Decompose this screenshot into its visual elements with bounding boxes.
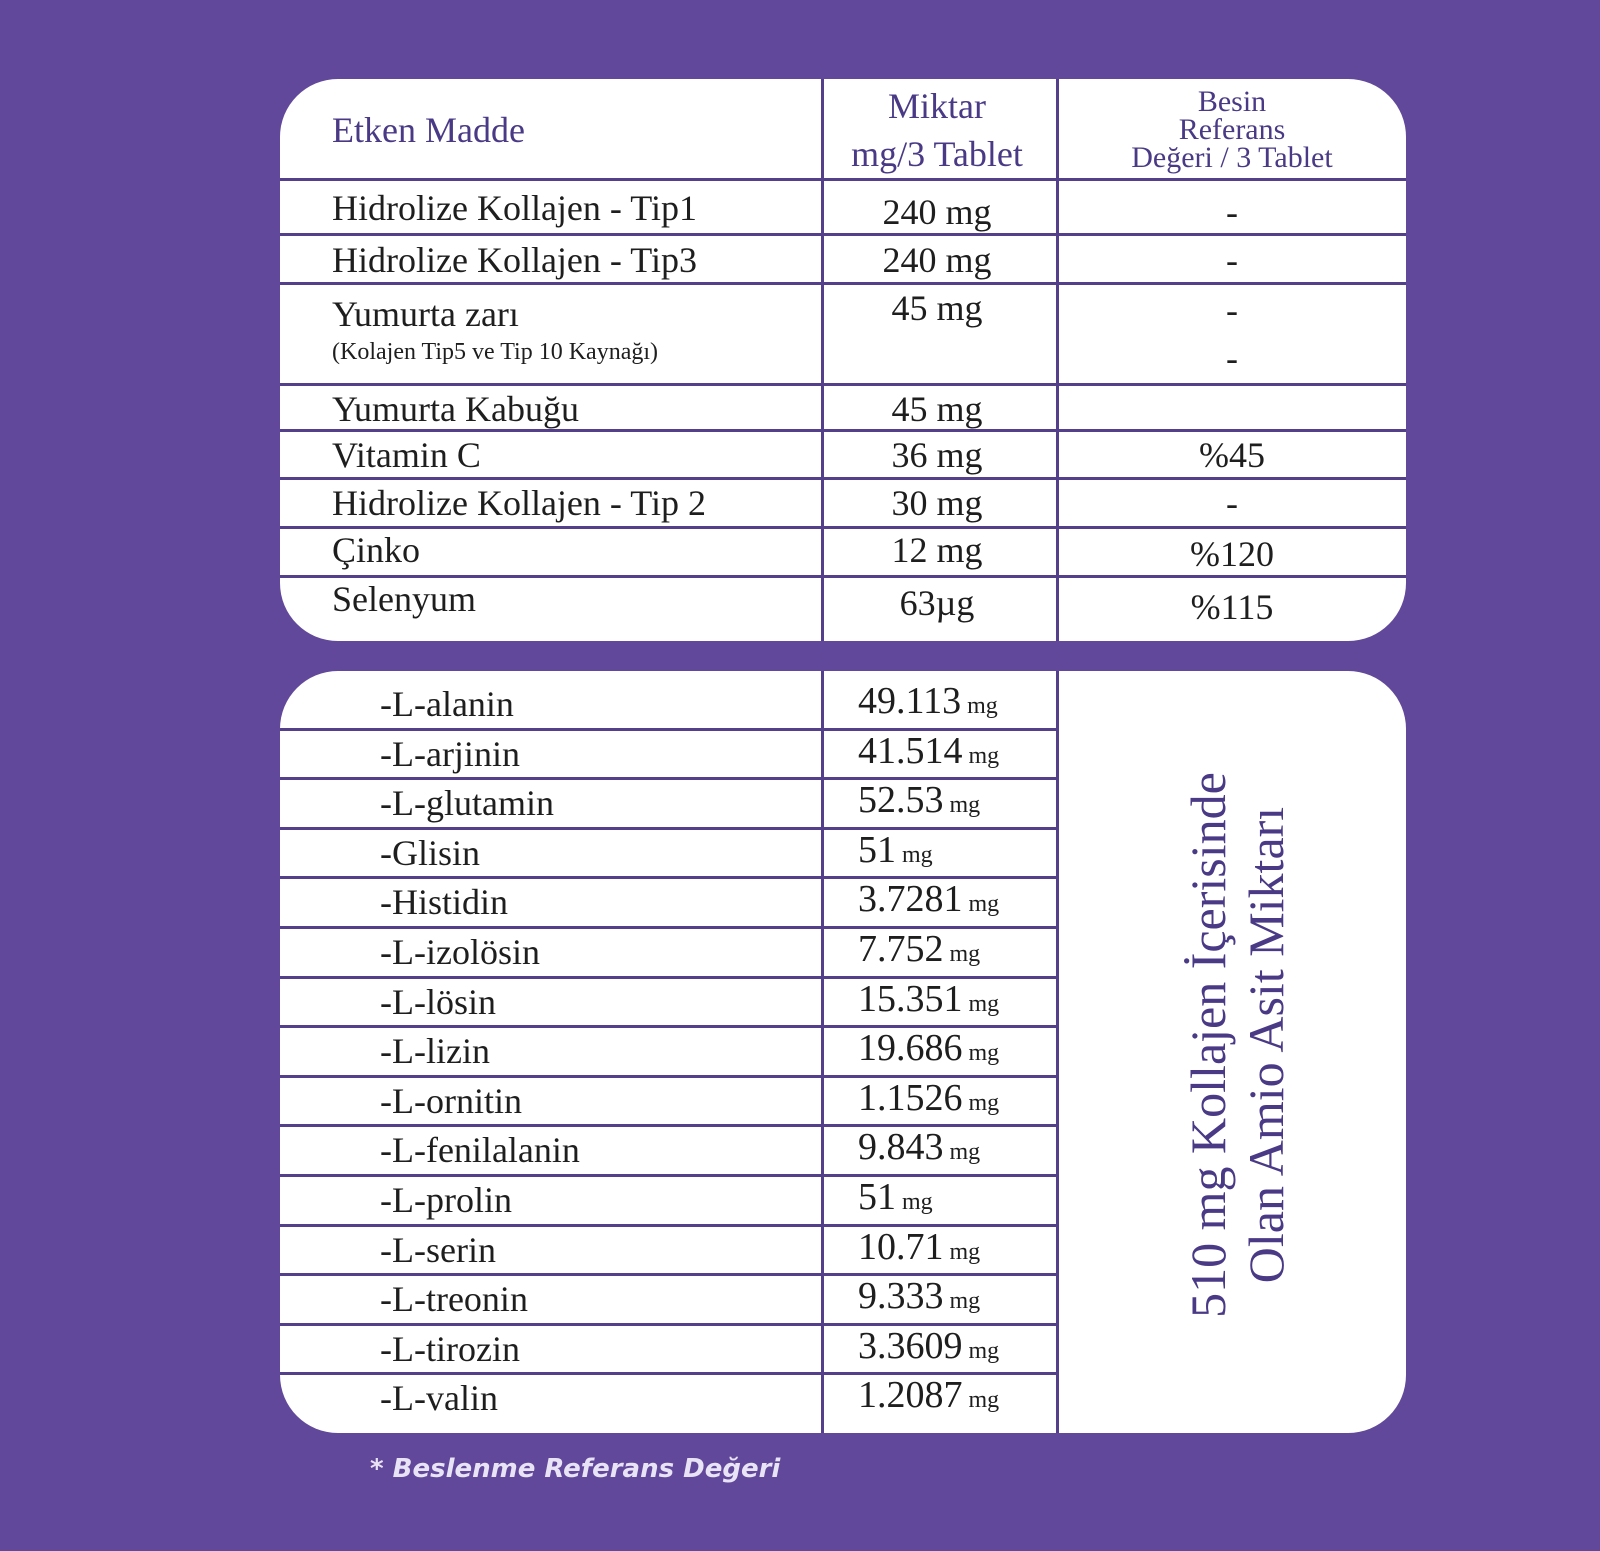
table-row — [280, 386, 1406, 430]
amino-unit: mg — [968, 891, 1000, 918]
amino-amount — [858, 729, 999, 773]
amino-amount — [858, 1274, 980, 1318]
header-ref-line1: Besin — [1197, 85, 1267, 118]
ingredient-name: Çinko — [332, 530, 421, 570]
amino-unit: mg — [949, 792, 981, 819]
amino-unit: mg — [968, 742, 1000, 769]
ingredient-name: Hidrolize Kollajen - Tip1 — [332, 188, 697, 228]
amino-amount — [858, 1076, 999, 1120]
amino-value: 19.686 — [858, 1027, 963, 1070]
amino-amount — [858, 1225, 980, 1269]
amino-name: -L-lizin — [380, 1031, 490, 1072]
amino-acid-side-label — [1137, 725, 1337, 1365]
ingredient-ref: - — [1226, 240, 1238, 280]
ingredient-name: Yumurta Kabuğu — [332, 389, 579, 429]
amino-value: 3.7281 — [858, 878, 963, 921]
ingredient-amount: 36 mg — [891, 435, 983, 475]
amino-name: -L-tirozin — [380, 1328, 520, 1369]
amino-unit: mg — [968, 1337, 1000, 1364]
ingredients-table — [280, 79, 1406, 641]
table-header — [280, 79, 1406, 179]
amino-amount — [858, 877, 999, 921]
amino-unit: mg — [949, 1139, 981, 1166]
amino-name: -L-glutamin — [380, 783, 554, 824]
header-amount: Miktar — [888, 86, 986, 126]
amino-value: 1.1526 — [858, 1076, 963, 1119]
amino-unit: mg — [949, 941, 981, 967]
amino-value: 41.514 — [858, 729, 963, 772]
amino-amount — [858, 977, 999, 1021]
amino-name: -L-valin — [380, 1378, 498, 1419]
amino-amount — [858, 679, 998, 723]
amino-name: -L-fenilalanin — [380, 1130, 580, 1171]
amino-unit: mg — [949, 1288, 981, 1315]
ingredient-ref: - — [1226, 483, 1238, 523]
header-amount-unit: mg/3 Tablet — [851, 134, 1023, 174]
table-row — [280, 578, 1406, 641]
amino-amount — [858, 1125, 980, 1169]
ingredient-amount: 12 mg — [891, 530, 983, 570]
ingredient-ref: %45 — [1199, 435, 1265, 475]
amino-name: -L-prolin — [380, 1180, 512, 1220]
ingredient-ref-2: - — [1226, 338, 1238, 378]
ingredient-ref: %115 — [1190, 587, 1274, 627]
ingredient-amount: 45 mg — [891, 288, 983, 328]
amino-value: 7.752 — [858, 928, 944, 970]
amino-amount — [858, 1373, 999, 1417]
table-row — [280, 285, 1406, 383]
amino-amount — [858, 1324, 999, 1368]
ingredient-ref: - — [1226, 290, 1238, 330]
amino-unit: mg — [967, 693, 998, 719]
amino-amount — [858, 927, 980, 971]
amino-amount — [858, 1026, 999, 1070]
ingredient-amount: 30 mg — [891, 483, 983, 523]
ingredient-name: Hidrolize Kollajen - Tip3 — [332, 240, 697, 280]
amino-name: -Glisin — [380, 832, 481, 873]
amino-name: -L-ornitin — [380, 1080, 522, 1121]
amino-name: -L-izolösin — [380, 932, 540, 972]
amino-name: -Histidin — [380, 882, 509, 923]
amino-value: 1.2087 — [858, 1374, 963, 1417]
ingredient-ref: - — [1226, 192, 1238, 232]
amino-value: 9.333 — [858, 1275, 944, 1318]
amino-value: 49.113 — [858, 680, 962, 722]
amino-value: 3.3609 — [858, 1324, 963, 1367]
amino-name: -L-arjinin — [380, 733, 520, 774]
table-row — [280, 432, 1406, 478]
amino-row — [280, 679, 1406, 729]
ingredient-name: Hidrolize Kollajen - Tip 2 — [332, 483, 706, 523]
side-label-line2: Olan Amio Asit Miktarı — [1238, 806, 1294, 1284]
amino-unit: mg — [968, 1089, 1000, 1116]
amino-row — [280, 1373, 1406, 1423]
amino-amount — [858, 828, 933, 872]
header-ref-line3: Değeri / 3 Tablet — [1131, 141, 1333, 174]
amino-value: 15.351 — [858, 977, 963, 1020]
amino-unit: mg — [902, 1189, 933, 1215]
ingredient-name: Yumurta zarı — [332, 294, 519, 334]
header-ingredient: Etken Madde — [332, 110, 525, 150]
ingredient-name: Vitamin C — [332, 435, 481, 475]
amino-unit: mg — [949, 1238, 981, 1265]
header-ref-line2: Referans — [1178, 113, 1286, 146]
amino-unit: mg — [968, 990, 1000, 1017]
amino-value: 52.53 — [858, 779, 944, 822]
amino-amount — [858, 778, 980, 822]
amino-unit: mg — [968, 1387, 1000, 1414]
ingredient-note: (Kolajen Tip5 ve Tip 10 Kaynağı) — [332, 339, 659, 365]
ingredient-amount: 240 mg — [882, 240, 992, 280]
amino-value: 10.71 — [858, 1225, 944, 1268]
table-row — [280, 181, 1406, 233]
ingredient-amount: 45 mg — [891, 389, 983, 429]
ingredient-ref: %120 — [1190, 534, 1274, 574]
side-label-line1: 510 mg Kollajen İçerisinde — [1180, 772, 1236, 1318]
amino-value: 9.843 — [858, 1126, 944, 1169]
table-row — [280, 480, 1406, 526]
amino-value: 51 — [858, 1176, 896, 1218]
footnote: * Beslenme Referans Değeri — [370, 1454, 781, 1484]
ingredient-amount: 240 mg — [882, 192, 992, 232]
amino-name: -L-lösin — [380, 981, 496, 1022]
table-row — [280, 236, 1406, 282]
amino-name: -L-alanin — [380, 684, 514, 724]
amino-amount — [858, 1175, 933, 1219]
amino-name: -L-serin — [380, 1229, 496, 1270]
amino-value: 51 — [858, 828, 896, 871]
amino-unit: mg — [902, 841, 933, 868]
amino-name: -L-treonin — [380, 1279, 528, 1320]
table-row — [280, 529, 1406, 575]
ingredient-amount: 63µg — [899, 583, 975, 623]
amino-unit: mg — [968, 1040, 1000, 1067]
ingredient-name: Selenyum — [332, 579, 476, 619]
